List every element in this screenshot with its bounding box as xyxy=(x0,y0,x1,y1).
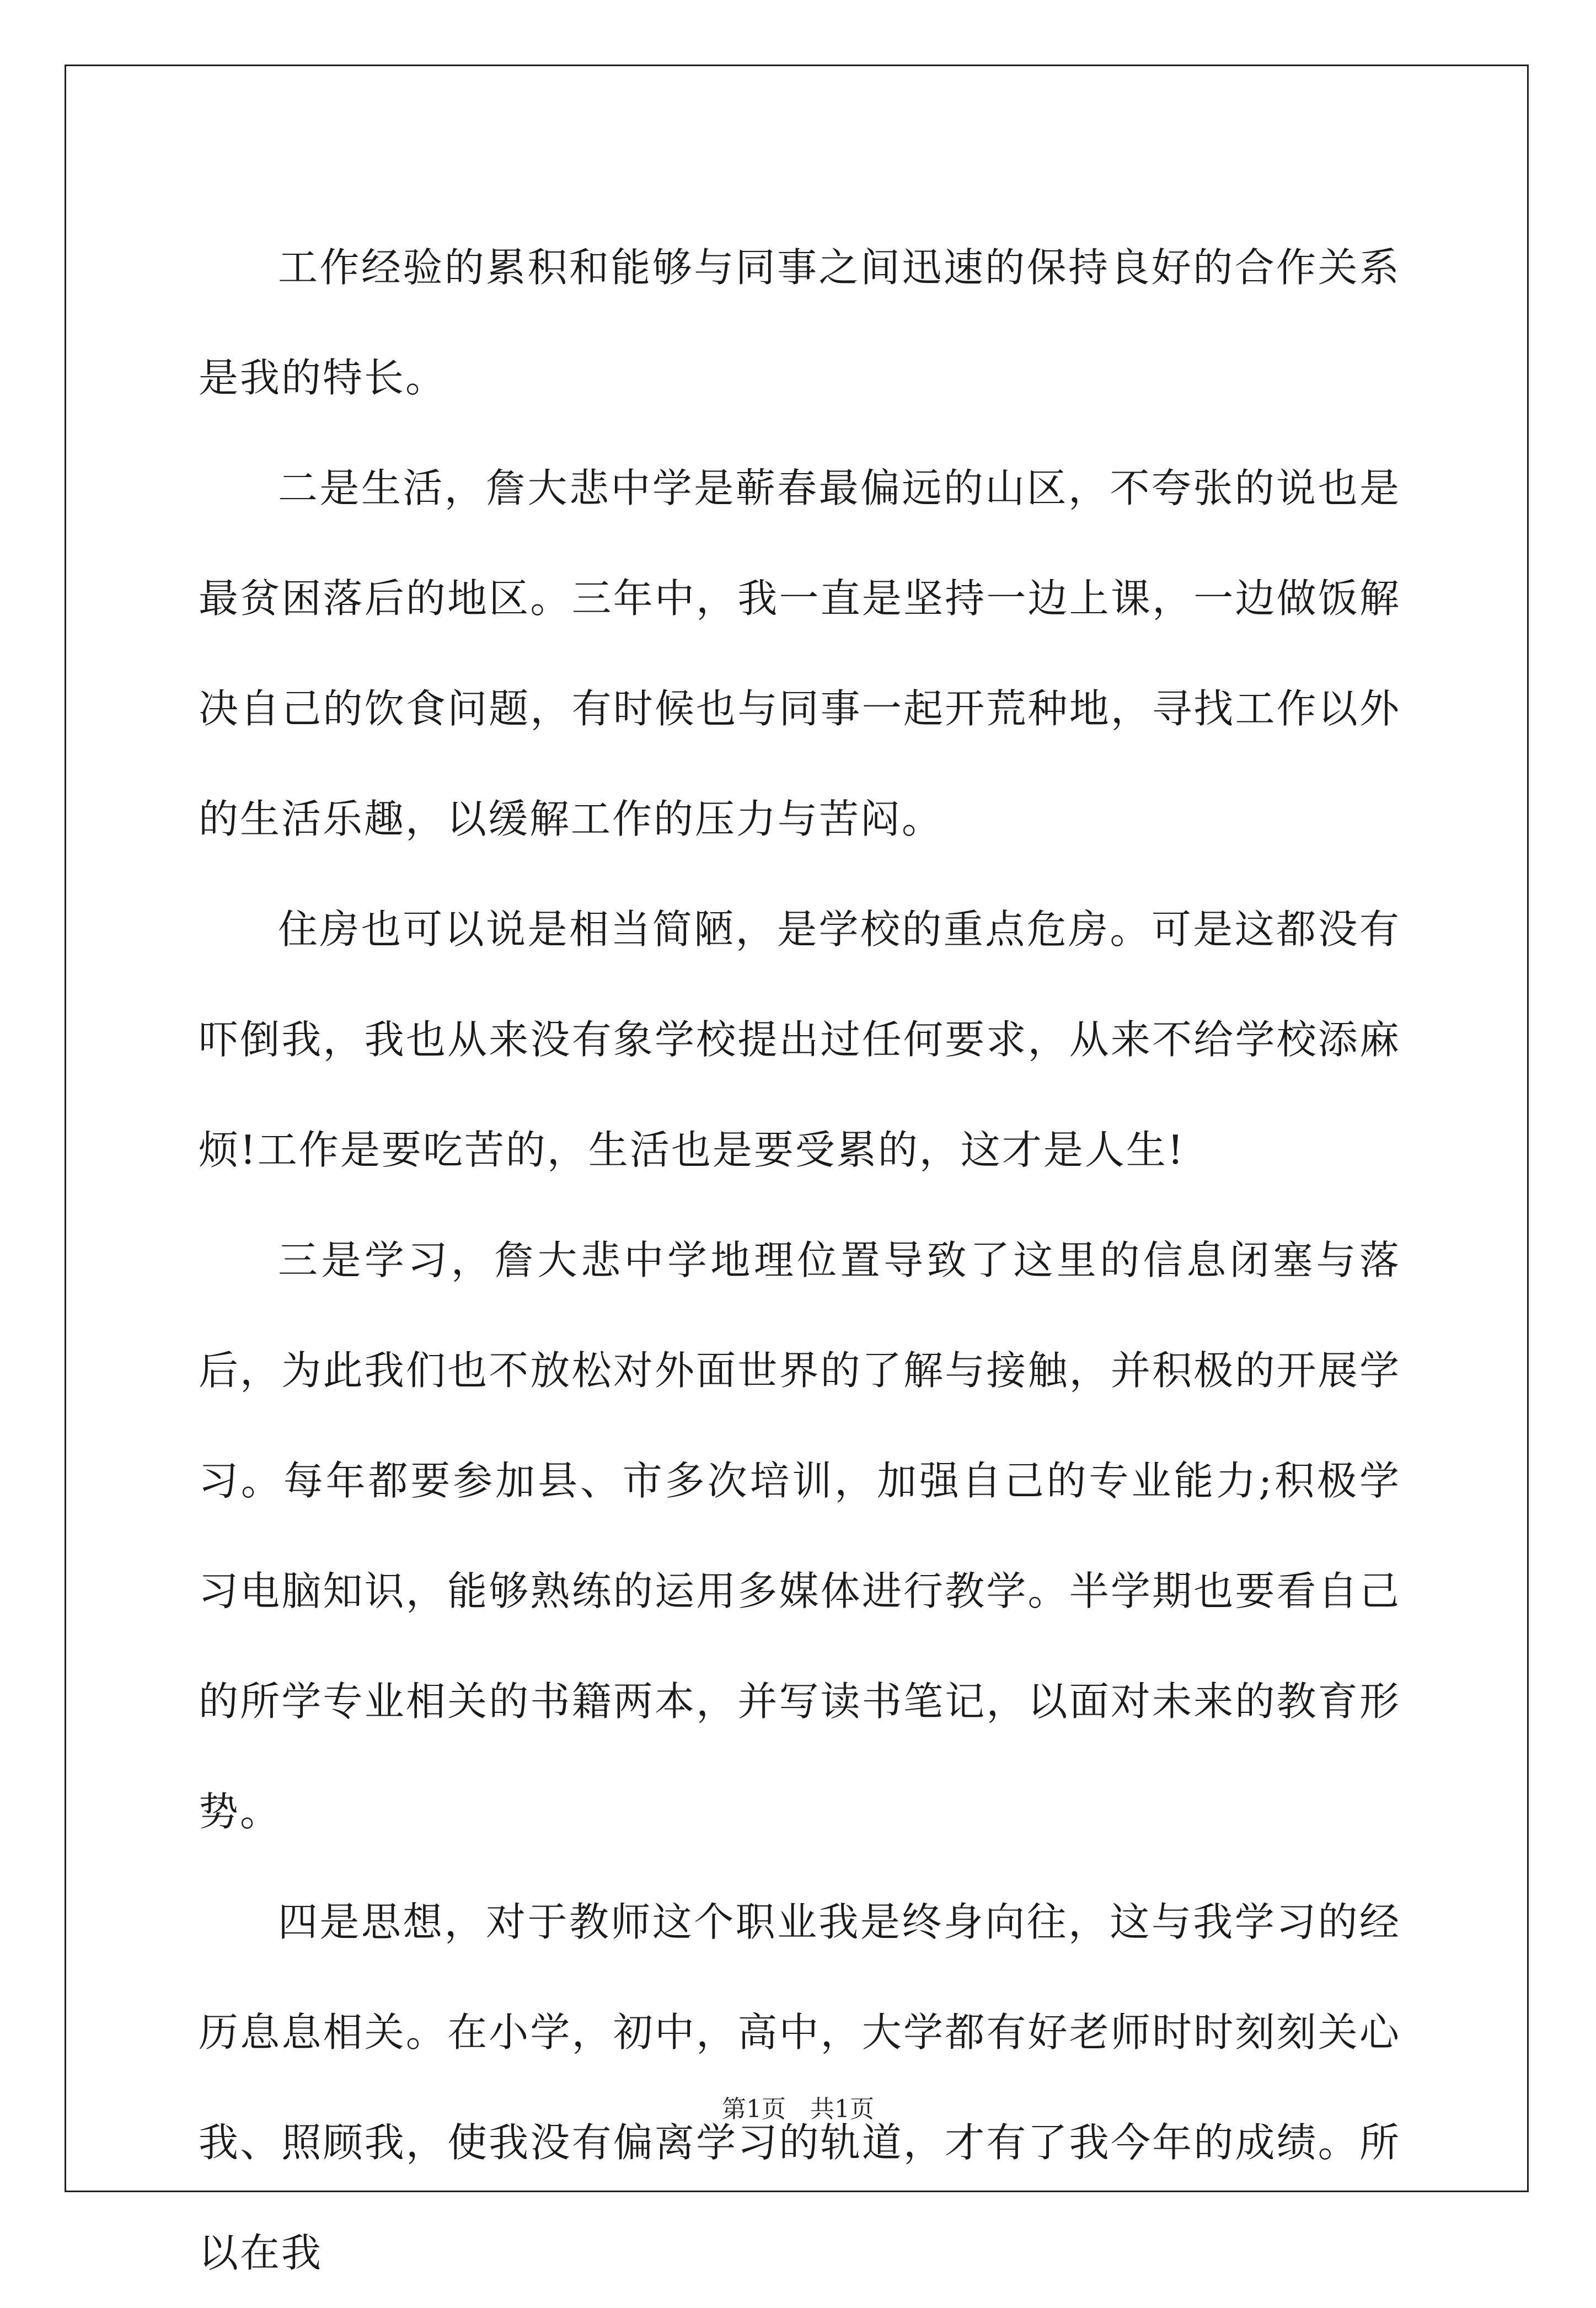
paragraph-5: 四是思想，对于教师这个职业我是终身向往，这与我学习的经历息息相关。在小学，初中，高中，大学都有好老师时时刻刻关心我、照顾我，使我没有偏离学习的轨道，才有了我今年的成绩。所以在我 xyxy=(199,1899,1401,2276)
paragraph-1: 工作经验的累积和能够与同事之间迅速的保持良好的合作关系是我的特长。 xyxy=(199,244,1401,401)
paragraph-3: 住房也可以说是相当简陋，是学校的重点危房。可是这都没有吓倒我，我也从来没有象学校提出过任何要求，从来不给学校添麻烦!工作是要吃苦的，生活也是要受累的，这才是人生! xyxy=(199,906,1401,1173)
document-body xyxy=(199,212,1401,2308)
paragraph-2: 二是生活，詹大悲中学是蕲春最偏远的山区，不夸张的说也是最贫困落后的地区。三年中，我一直是坚持一边上课，一边做饭解决自己的饮食问题，有时候也与同事一起开荒种地，寻找工作以外的生活乐趣，以缓解工作的压力与苦闷。 xyxy=(199,465,1401,842)
page-number: 第1页 共1页 xyxy=(722,2095,874,2123)
paragraph-4: 三是学习，詹大悲中学地理位置导致了这里的信息闭塞与落后，为此我们也不放松对外面世界的了解与接触，并积极的开展学习。每年都要参加县、市多次培训，加强自己的专业能力;积极学习电脑知识，能够熟练的运用多媒体进行教学。半学期也要看自己的所学专业相关的书籍两本，并写读书笔记，以面对未来的教育形势。 xyxy=(199,1237,1401,1835)
